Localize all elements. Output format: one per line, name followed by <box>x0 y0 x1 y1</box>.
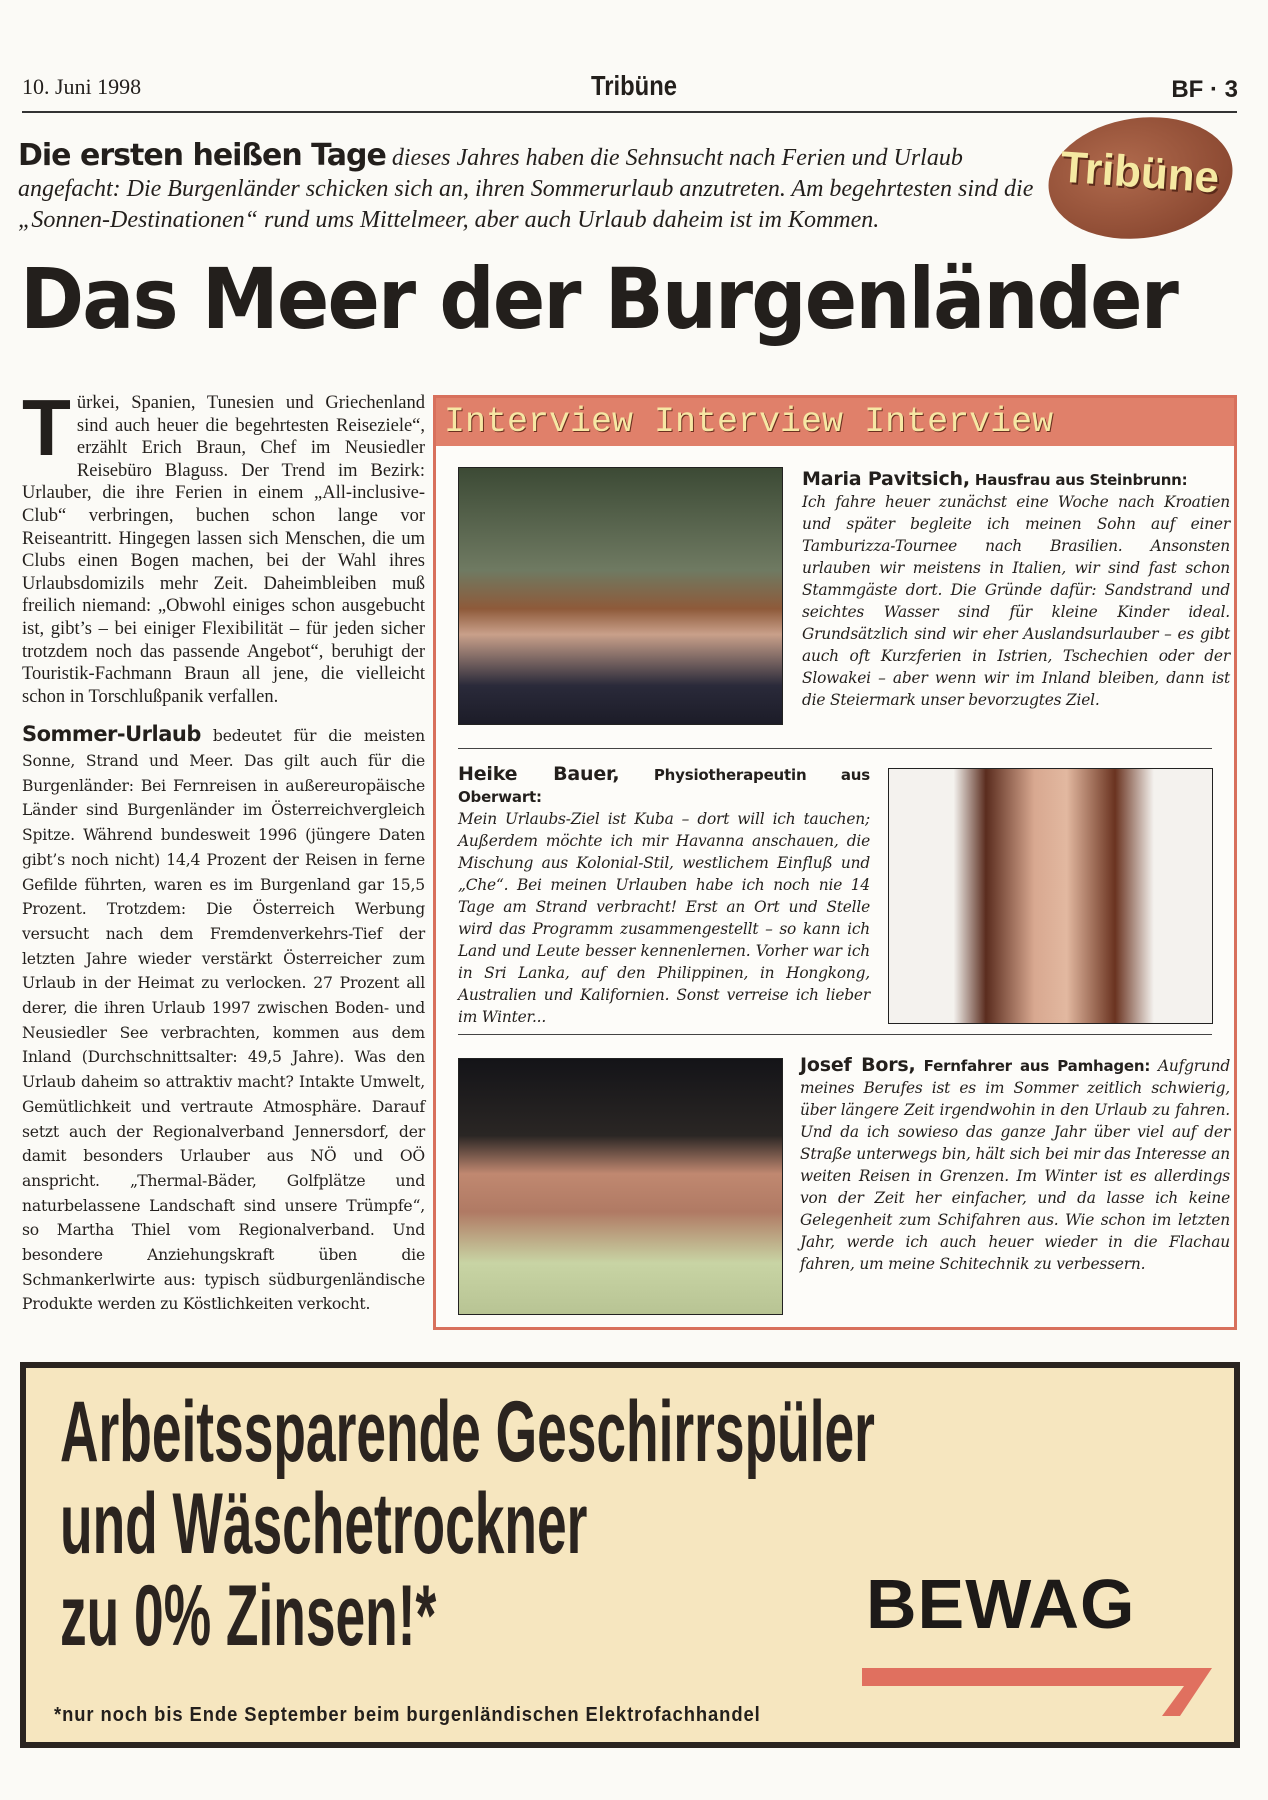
interview-band: Interview Interview Interview <box>436 398 1234 446</box>
masthead: Tribüne <box>591 70 677 101</box>
interviewee-role: Physiotherapeutin aus Oberwart: <box>458 766 870 806</box>
deck-text: dieses Jahres haben die Sehnsucht nach Ferien und Urlaub angefacht: Die Burgenländer schicken sich an, ihren Sommerurlaub anzutreten. Am begehrtesten sind die „Sonnen-Destinationen“ rund ums Mittelmeer, aber auch Urlaub daheim ist im Kommen. <box>18 145 1034 233</box>
interviewee-name: Maria Pavitsich, <box>802 468 970 490</box>
ad-line: Arbeitssparende Geschirrspüler <box>60 1384 875 1480</box>
interviewee-role: Hausfrau aus Steinbrunn: <box>969 471 1188 489</box>
article-deck <box>18 140 1048 236</box>
interview-answer: Mein Urlaubs-Ziel ist Kuba – dort will ich tauchen; Außerdem möchte ich mir Havanna anschauen, die Mischung aus Kolonial-Stil, westlichem Einfluß und „Che“. Bei meinen Urlauben habe ich noch nie 14 Tage am Strand verbracht! Erst an Ort und Stelle wird das Programm zusammengestellt – so kann ich Land und Leute besser kennenlernen. Vorher war ich in Sri Lanka, auf den Philippinen, in Hongkong, Australien und Kalifornien. Sonst verreise ich lieber im Winter... <box>458 810 870 1026</box>
advertisement <box>20 1362 1240 1748</box>
interview-box <box>433 395 1237 1330</box>
divider <box>458 748 1212 749</box>
portrait-photo-heike <box>888 768 1213 1024</box>
interviewee-role: Fernfahrer aus Pamhagen: <box>915 1057 1151 1075</box>
paragraph-text: ürkei, Spanien, Tunesien und Griechenland sind auch heuer die begehrtesten Reiseziele“, erzählt Erich Braun, Chef im Neusiedler Reisebüro Blaguss. Der Trend im Bezirk: Urlauber, die ihre Ferien in einem „All-inclusive-Club“ verbringen, buchen schon lange vor Reiseantritt. Hingegen lassen sich Menschen, die um Clubs einen Bogen machen, bei der Wahl ihres Urlaubsdomizils mehr Zeit. Daheimbleiben muß freilich niemand: „Obwohl einiges schon ausgebucht ist, gibt’s – bei einiger Flexibilität – für jeden sicher trotzdem noch das passende Angebot“, beruhigt der Touristik-Fachmann Braun all jene, die vielleicht schon in Torschlußpanik verfallen. <box>22 393 425 707</box>
issue-date: 10. Juni 1998 <box>22 74 142 99</box>
run-in-heading: Sommer-Urlaub <box>22 722 201 747</box>
deck-lead: Die ersten heißen Tage <box>18 138 386 173</box>
interviewee-name: Josef Bors, <box>800 1054 916 1076</box>
header-rule <box>22 111 1237 113</box>
interview-answer: Aufgrund meines Berufes ist es im Sommer zeitlich schwierig, über längere Zeit irgendwohin in den Urlaub zu fahren. Und da ich sowieso das ganze Jahr über viel auf der Straße unterwegs bin, hält sich bei mir das Interesse an weiten Reisen in Grenzen. Im Winter ist es allerdings von der Zeit her einfacher, und da lasse ich keine Gelegenheit zum Schifahren aus. Wie schon im letzten Jahr, werde ich auch heuer wieder in die Flachau fahren, um meine Schitechnik zu verbessern. <box>800 1057 1230 1273</box>
page-number: BF · 3 <box>1171 76 1238 103</box>
article-paragraph <box>22 722 425 1317</box>
drop-cap: T <box>22 383 71 472</box>
interviewee-name: Heike Bauer, <box>458 763 620 785</box>
ad-line: und Wäschetrockner <box>60 1476 588 1572</box>
article-body <box>22 383 425 1317</box>
tribune-badge-logo <box>1041 106 1241 251</box>
badge-text: Tribüne <box>1058 142 1221 203</box>
article-paragraph <box>22 383 425 708</box>
divider <box>458 1034 1212 1035</box>
interview-entry <box>458 763 870 1028</box>
portrait-photo-maria <box>458 467 783 725</box>
headline: Das Meer der Burgenländer <box>20 250 1177 348</box>
interview-entry <box>802 468 1230 711</box>
portrait-photo-josef <box>458 1058 783 1315</box>
ad-footnote: *nur noch bis Ende September beim burgenländischen Elektrofachhandel <box>54 1704 761 1726</box>
ad-headline <box>60 1386 875 1662</box>
bewag-logo-arrow-icon <box>862 1668 1212 1716</box>
interview-answer: Ich fahre heuer zunächst eine Woche nach Kroatien und später begleite ich meinen Sohn auf einer Tamburizza-Tournee nach Brasilien. Ansonsten urlauben wir meistens in Italien, wir sind fast schon Stammgäste dort. Die Gründe dafür: Sandstrand und seichtes Wasser sind für kleine Kinder ideal. Grundsätzlich sind wir eher Auslandsurlauber – es gibt auch oft Kurzferien in Istrien, Tschechien oder der Slowakei – aber wenn wir im Inland bleiben, dann ist die Steiermark unser bevorzugtes Ziel. <box>802 493 1230 709</box>
paragraph-text: bedeutet für die meisten Sonne, Strand und Meer. Das gilt auch für die Burgenländer: Bei Fernreisen in außereuropäische Länder sind Burgenländer im Österreichvergleich Spitze. Während bundesweit 1996 (jüngere Daten gibt’s noch nicht) 14,4 Prozent der Reisen in ferne Gefilde führten, waren es im Burgenland gar 15,5 Prozent. Trotzdem: Die Österreich Werbung versucht nach dem Fremdenverkehrs-Tief der letzten Jahre wieder verstärkt Österreicher zum Urlaub in der Heimat zu verlocken. 27 Prozent all derer, die ihren Urlaub 1997 zwischen Boden- und Neusiedler See verbrachten, kommen aus dem Inland (Durchschnittsalter: 49,5 Jahre). Was den Urlaub daheim so attraktiv macht? Intakte Umwelt, Gemütlichkeit und vertraute Atmosphäre. Darauf setzt auch der Regionalverband Jennersdorf, der damit besonders Urlauber aus NÖ und OÖ anspricht. „Thermal-Bäder, Golfplätze und naturbelassene Landschaft sind unsere Trümpfe“, so Martha Thiel vom Regionalverband. Und besondere Anziehungskraft üben die Schmankerlwirte aus: typisch südburgenländische Produkte werden zu Köstlichkeiten verkocht. <box>22 727 425 1314</box>
interview-entry <box>800 1054 1230 1275</box>
ad-line: zu 0% Zinsen!* <box>60 1568 437 1664</box>
bewag-logo: BEWAG <box>866 1565 1136 1643</box>
